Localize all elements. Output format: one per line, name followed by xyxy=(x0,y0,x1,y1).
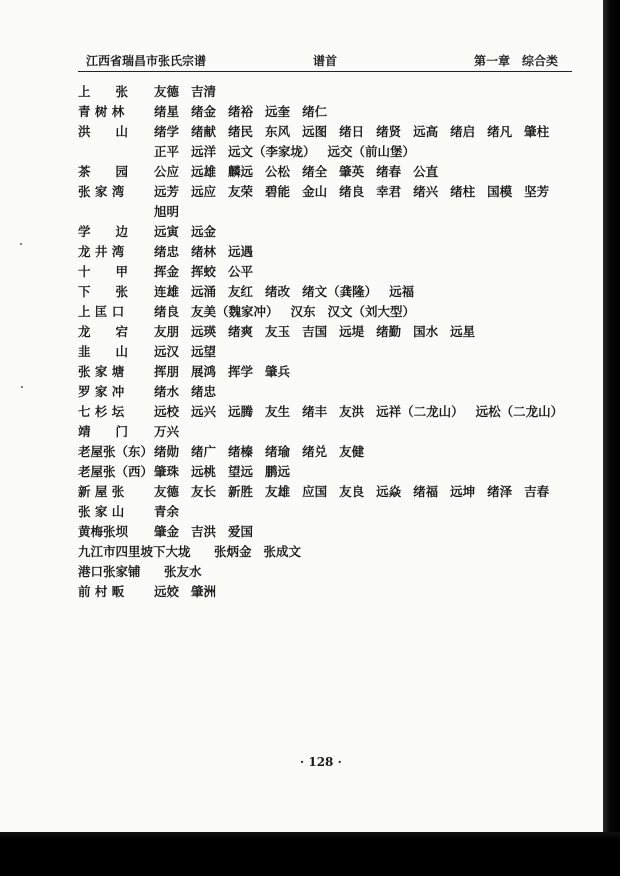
person-names xyxy=(154,442,376,462)
person-name: 友健 xyxy=(339,444,365,459)
person-name: 挥学 xyxy=(228,364,254,379)
person-name: 国水 xyxy=(413,324,439,339)
person-name: 绪裕 xyxy=(228,104,254,119)
place-name: 学 边 xyxy=(78,224,129,239)
place-name: 张 家 湾 xyxy=(78,184,125,199)
person-name: 远交（前山堡） xyxy=(327,144,416,159)
scan-border-bottom xyxy=(0,832,620,876)
person-name: 远应 xyxy=(191,184,217,199)
list-row xyxy=(78,82,598,102)
person-name: 友德 xyxy=(154,84,180,99)
person-name: 绪星 xyxy=(154,104,180,119)
person-name: 绪文（龚隆） xyxy=(302,284,378,299)
list-row xyxy=(78,402,598,422)
list-row xyxy=(78,202,598,222)
person-name: 远雄 xyxy=(191,164,217,179)
list-row xyxy=(78,282,598,302)
person-name: 远腾 xyxy=(228,404,254,419)
person-names xyxy=(154,262,265,282)
person-name: 金山 xyxy=(302,184,328,199)
person-name: 万兴 xyxy=(154,424,180,439)
place-name: 老屋张（东） xyxy=(78,444,154,459)
person-name: 绪改 xyxy=(265,284,291,299)
header-book-title: 江西省瑞昌市张氏宗谱 xyxy=(86,54,207,68)
list-row xyxy=(78,542,598,562)
person-name: 远星 xyxy=(450,324,476,339)
list-row xyxy=(78,222,598,242)
person-name: 友红 xyxy=(228,284,254,299)
place-name: 洪 山 xyxy=(78,124,129,139)
list-row xyxy=(78,262,598,282)
page-number: · 128 · xyxy=(300,755,342,769)
person-name: 绪爽 xyxy=(228,324,254,339)
person-name: 友长 xyxy=(191,484,217,499)
person-name: 绪瑜 xyxy=(265,444,291,459)
person-names xyxy=(154,302,427,322)
person-name: 幸君 xyxy=(376,184,402,199)
person-name: 远姣 xyxy=(154,584,180,599)
person-name: 友良 xyxy=(339,484,365,499)
person-name: 新胜 xyxy=(228,484,254,499)
person-name: 张炳金 xyxy=(214,544,252,559)
person-name: 绪兴 xyxy=(413,184,439,199)
person-name: 友美（魏家冲） xyxy=(191,304,279,319)
person-names xyxy=(154,242,265,262)
person-name: 友生 xyxy=(265,404,291,419)
person-name: 远寅 xyxy=(154,224,180,239)
person-names xyxy=(154,182,561,202)
person-name: 绪良 xyxy=(154,304,180,319)
list-row xyxy=(78,382,598,402)
person-name: 友玉 xyxy=(265,324,291,339)
place-name: 港口张家铺 xyxy=(78,564,141,579)
person-name: 远兴 xyxy=(191,404,217,419)
person-name: 公直 xyxy=(413,164,439,179)
place-name: 张 家 山 xyxy=(78,504,125,519)
person-name: 旭明 xyxy=(154,204,180,219)
list-row xyxy=(78,102,598,122)
person-name: 肇兵 xyxy=(265,364,291,379)
person-names xyxy=(214,542,313,562)
list-row xyxy=(78,522,598,542)
person-name: 远祥（二龙山） xyxy=(376,404,464,419)
place-name: 下 张 xyxy=(78,284,129,299)
person-name: 绪忠 xyxy=(191,384,217,399)
person-name: 吉洪 xyxy=(191,524,217,539)
person-name: 远文（李家垅） xyxy=(228,144,316,159)
person-names xyxy=(164,562,214,582)
person-name: 鹏远 xyxy=(265,464,291,479)
place-name: 韭 山 xyxy=(78,344,129,359)
person-name: 爱国 xyxy=(228,524,254,539)
person-name: 绪忠 xyxy=(154,244,180,259)
place-name: 十 甲 xyxy=(78,264,129,279)
person-name: 绪金 xyxy=(191,104,217,119)
person-names xyxy=(154,82,228,102)
person-name: 远高 xyxy=(413,124,439,139)
person-name: 望远 xyxy=(228,464,254,479)
list-row xyxy=(78,462,598,482)
person-name: 远望 xyxy=(191,344,217,359)
person-name: 绪启 xyxy=(450,124,476,139)
place-name: 前 村 畈 xyxy=(78,584,125,599)
place-name: 上 张 xyxy=(78,84,129,99)
person-name: 东风 xyxy=(265,124,291,139)
person-name: 汉东 xyxy=(290,304,316,319)
person-name: 肇柱 xyxy=(524,124,550,139)
place-name: 新 屋 张 xyxy=(78,484,125,499)
person-name: 挥金 xyxy=(154,264,180,279)
person-names xyxy=(154,422,191,442)
person-name: 友朋 xyxy=(154,324,180,339)
person-name: 远桃 xyxy=(191,464,217,479)
person-name: 肇珠 xyxy=(154,464,180,479)
person-names xyxy=(154,582,228,602)
person-name: 绪贤 xyxy=(376,124,402,139)
person-name: 展鸿 xyxy=(191,364,217,379)
person-name: 肇洲 xyxy=(191,584,217,599)
person-name: 公应 xyxy=(154,164,180,179)
list-row xyxy=(78,242,598,262)
person-name: 吉国 xyxy=(302,324,328,339)
person-name: 绪学 xyxy=(154,124,180,139)
header-chapter: 第一章 综合类 xyxy=(473,54,558,68)
list-row xyxy=(78,142,598,162)
place-name: 罗 家 冲 xyxy=(78,384,125,399)
person-name: 绪民 xyxy=(228,124,254,139)
person-names xyxy=(154,482,561,502)
person-name: 正平 xyxy=(154,144,180,159)
person-name: 挥蛟 xyxy=(191,264,217,279)
person-name: 绪水 xyxy=(154,384,180,399)
person-names xyxy=(154,462,302,482)
person-name: 绪仁 xyxy=(302,104,328,119)
list-row xyxy=(78,322,598,342)
person-names xyxy=(154,502,191,522)
person-names xyxy=(154,382,228,402)
place-name: 靖 门 xyxy=(78,424,129,439)
person-name: 远堤 xyxy=(339,324,365,339)
list-row xyxy=(78,162,598,182)
person-name: 公松 xyxy=(265,164,291,179)
person-name: 绪勤 xyxy=(376,324,402,339)
person-names xyxy=(154,342,228,362)
person-name: 吉春 xyxy=(524,484,550,499)
place-name: 黄梅张坝 xyxy=(78,524,129,539)
person-name: 应国 xyxy=(302,484,328,499)
person-name: 坚芳 xyxy=(524,184,550,199)
list-row xyxy=(78,302,598,322)
person-name: 挥朋 xyxy=(154,364,180,379)
person-names xyxy=(154,102,339,122)
person-names xyxy=(154,142,427,162)
place-name: 老屋张（西） xyxy=(78,464,154,479)
person-name: 绪兑 xyxy=(302,444,328,459)
place-name: 青 树 林 xyxy=(78,104,125,119)
person-name: 远遇 xyxy=(228,244,254,259)
list-row xyxy=(78,422,598,442)
header-section: 谱首 xyxy=(313,54,338,68)
person-name: 远汉 xyxy=(154,344,180,359)
person-names xyxy=(154,162,450,182)
person-name: 肇金 xyxy=(154,524,180,539)
person-names xyxy=(154,522,265,542)
list-row xyxy=(78,502,598,522)
place-name: 龙 宕 xyxy=(78,324,129,339)
person-name: 碧能 xyxy=(265,184,291,199)
person-name: 汉文（刘大型） xyxy=(327,304,416,319)
person-name: 绪榛 xyxy=(228,444,254,459)
person-name: 远金 xyxy=(191,224,217,239)
scan-speck xyxy=(20,243,22,245)
person-name: 远洋 xyxy=(191,144,217,159)
list-row xyxy=(78,582,598,602)
person-name: 绪柱 xyxy=(450,184,476,199)
person-name: 远奎 xyxy=(265,104,291,119)
place-name: 张 家 塘 xyxy=(78,364,125,379)
list-row xyxy=(78,562,598,582)
list-row xyxy=(78,122,598,142)
scan-border-right xyxy=(603,0,620,876)
person-name: 远芳 xyxy=(154,184,180,199)
person-name: 绪春 xyxy=(376,164,402,179)
person-name: 青余 xyxy=(154,504,180,519)
place-name: 茶 园 xyxy=(78,164,129,179)
list-row xyxy=(78,342,598,362)
person-name: 绪福 xyxy=(413,484,439,499)
list-row xyxy=(78,482,598,502)
header-rule xyxy=(78,71,572,72)
person-name: 友荣 xyxy=(228,184,254,199)
list-row xyxy=(78,182,598,202)
person-names xyxy=(154,322,487,342)
person-name: 远瑛 xyxy=(191,324,217,339)
person-names xyxy=(154,202,191,222)
person-name: 绪全 xyxy=(302,164,328,179)
person-name: 连雄 xyxy=(154,284,180,299)
person-name: 远焱 xyxy=(376,484,402,499)
person-name: 远图 xyxy=(302,124,328,139)
place-name: 上 匡 口 xyxy=(78,304,125,319)
person-name: 绪献 xyxy=(191,124,217,139)
person-name: 友雄 xyxy=(265,484,291,499)
person-name: 绪广 xyxy=(191,444,217,459)
person-names xyxy=(154,222,228,242)
place-name: 九江市四里坡下大垅 xyxy=(78,544,191,559)
person-name: 友德 xyxy=(154,484,180,499)
person-name: 绪凡 xyxy=(487,124,513,139)
person-name: 友洪 xyxy=(339,404,365,419)
person-name: 远福 xyxy=(389,284,415,299)
person-name: 绪日 xyxy=(339,124,365,139)
scan-speck xyxy=(21,386,23,388)
place-name-list xyxy=(78,82,598,602)
person-name: 远坤 xyxy=(450,484,476,499)
person-name: 绪丰 xyxy=(302,404,328,419)
person-name: 远松（二龙山） xyxy=(475,404,564,419)
person-name: 远涌 xyxy=(191,284,217,299)
list-row xyxy=(78,362,598,382)
person-name: 肇英 xyxy=(339,164,365,179)
person-name: 绪泽 xyxy=(487,484,513,499)
person-name: 张成文 xyxy=(263,544,302,559)
person-names xyxy=(154,402,575,422)
person-names xyxy=(154,122,561,142)
place-name: 七 杉 坛 xyxy=(78,404,125,419)
person-name: 绪林 xyxy=(191,244,217,259)
person-name: 远校 xyxy=(154,404,180,419)
person-name: 绪良 xyxy=(339,184,365,199)
person-names xyxy=(154,362,302,382)
place-name: 龙 井 湾 xyxy=(78,244,125,259)
person-name: 国模 xyxy=(487,184,513,199)
person-names xyxy=(154,282,426,302)
running-header xyxy=(78,53,568,69)
person-name: 麟远 xyxy=(228,164,254,179)
person-name: 张友水 xyxy=(164,564,202,579)
list-row xyxy=(78,442,598,462)
person-name: 绪勋 xyxy=(154,444,180,459)
person-name: 公平 xyxy=(228,264,254,279)
person-name: 吉清 xyxy=(191,84,217,99)
